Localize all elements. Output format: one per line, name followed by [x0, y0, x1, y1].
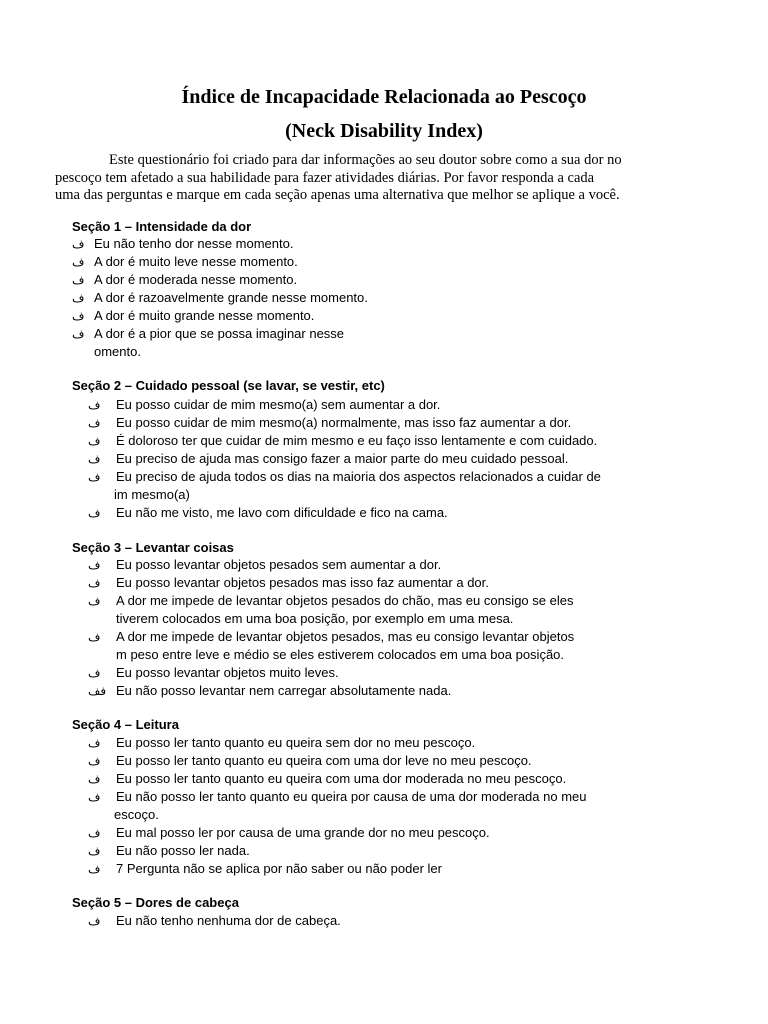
option-text: Eu não posso levantar nem carregar absolutamente nada.: [116, 683, 452, 698]
option-text: Eu não tenho dor nesse momento.: [94, 236, 294, 251]
option-text: Eu posso levantar objetos muito leves.: [116, 665, 339, 680]
option-text-continued: omento.: [94, 344, 141, 359]
option-checkbox-icon[interactable]: ف: [88, 576, 101, 590]
option-checkbox-icon[interactable]: ف: [88, 790, 101, 804]
option-text: A dor é muito grande nesse momento.: [94, 308, 315, 323]
section-title: Seção 4 – Leitura: [72, 717, 179, 732]
option-text: A dor me impede de levantar objetos pesados do chão, mas eu consigo se eles: [116, 593, 574, 608]
option-checkbox-icon[interactable]: ف: [88, 558, 101, 572]
section-title: Seção 5 – Dores de cabeça: [72, 895, 239, 910]
option-text: A dor me impede de levantar objetos pesados, mas eu consigo levantar objetos: [116, 629, 575, 644]
option-checkbox-icon[interactable]: ف: [72, 237, 85, 251]
section-title: Seção 3 – Levantar coisas: [72, 540, 234, 555]
option-checkbox-icon[interactable]: ف: [72, 255, 85, 269]
option-text: A dor é moderada nesse momento.: [94, 272, 298, 287]
option-text: É doloroso ter que cuidar de mim mesmo e eu faço isso lentamente e com cuidado.: [116, 433, 598, 448]
option-text: A dor é a pior que se possa imaginar nesse: [94, 326, 345, 341]
intro-paragraph: [55, 152, 715, 205]
option-text: Eu posso ler tanto quanto eu queira com uma dor leve no meu pescoço.: [116, 753, 532, 768]
option-checkbox-icon[interactable]: ف: [88, 630, 101, 644]
section-title: Seção 2 – Cuidado pessoal (se lavar, se vestir, etc): [72, 378, 385, 393]
option-text: Eu preciso de ajuda mas consigo fazer a maior parte do meu cuidado pessoal.: [116, 451, 569, 466]
option-text: Eu preciso de ajuda todos os dias na maioria dos aspectos relacionados a cuidar de: [116, 469, 601, 484]
option-text: 7 Pergunta não se aplica por não saber ou não poder ler: [116, 861, 442, 876]
option-checkbox-icon[interactable]: ف: [72, 291, 85, 305]
document-title: Índice de Incapacidade Relacionada ao Pescoço: [181, 86, 587, 108]
option-text: Eu posso ler tanto quanto eu queira sem dor no meu pescoço.: [116, 735, 476, 750]
option-text: Eu posso levantar objetos pesados mas isso faz aumentar a dor.: [116, 575, 489, 590]
option-text: Eu não tenho nenhuma dor de cabeça.: [116, 913, 341, 928]
option-checkbox-icon[interactable]: فف: [88, 684, 107, 698]
option-text-continued: tiverem colocados em uma boa posição, por exemplo em uma mesa.: [116, 611, 514, 626]
intro-line: uma das perguntas e marque em cada seção apenas uma alternativa que melhor se aplique a você.: [55, 187, 620, 203]
option-text-continued: m peso entre leve e médio se eles estiverem colocados em uma boa posição.: [116, 647, 565, 662]
option-checkbox-icon[interactable]: ف: [88, 826, 101, 840]
option-text: A dor é razoavelmente grande nesse momento.: [94, 290, 368, 305]
option-checkbox-icon[interactable]: ف: [88, 416, 101, 430]
option-checkbox-icon[interactable]: ف: [88, 844, 101, 858]
option-text: Eu mal posso ler por causa de uma grande dor no meu pescoço.: [116, 825, 490, 840]
option-checkbox-icon[interactable]: ف: [88, 666, 101, 680]
option-text: Eu posso cuidar de mim mesmo(a) sem aumentar a dor.: [116, 397, 441, 412]
document-subtitle: (Neck Disability Index): [285, 120, 483, 142]
option-checkbox-icon[interactable]: ف: [88, 506, 101, 520]
section-title: Seção 1 – Intensidade da dor: [72, 219, 252, 234]
option-checkbox-icon[interactable]: ف: [88, 398, 101, 412]
option-checkbox-icon[interactable]: ف: [88, 452, 101, 466]
option-checkbox-icon[interactable]: ف: [72, 327, 85, 341]
option-text-continued: escoço.: [114, 807, 159, 822]
option-text-continued: im mesmo(a): [114, 487, 190, 502]
option-checkbox-icon[interactable]: ف: [72, 309, 85, 323]
option-checkbox-icon[interactable]: ف: [88, 754, 101, 768]
option-text: Eu não posso ler nada.: [116, 843, 250, 858]
option-checkbox-icon[interactable]: ف: [88, 914, 101, 928]
option-text: Eu não posso ler tanto quanto eu queira por causa de uma dor moderada no meu: [116, 789, 587, 804]
option-text: Eu posso ler tanto quanto eu queira com uma dor moderada no meu pescoço.: [116, 771, 567, 786]
option-checkbox-icon[interactable]: ف: [88, 862, 101, 876]
option-checkbox-icon[interactable]: ف: [88, 470, 101, 484]
intro-line: Este questionário foi criado para dar informações ao seu doutor sobre como a sua dor no: [109, 152, 622, 168]
option-text: Eu posso cuidar de mim mesmo(a) normalmente, mas isso faz aumentar a dor.: [116, 415, 572, 430]
option-text: A dor é muito leve nesse momento.: [94, 254, 298, 269]
option-checkbox-icon[interactable]: ف: [88, 434, 101, 448]
option-text: Eu não me visto, me lavo com dificuldade e fico na cama.: [116, 505, 448, 520]
option-checkbox-icon[interactable]: ف: [88, 736, 101, 750]
option-checkbox-icon[interactable]: ف: [88, 594, 101, 608]
option-checkbox-icon[interactable]: ف: [72, 273, 85, 287]
option-text: Eu posso levantar objetos pesados sem aumentar a dor.: [116, 557, 442, 572]
intro-line: pescoço tem afetado a sua habilidade para fazer atividades diárias. Por favor responda a cada: [55, 169, 595, 186]
option-checkbox-icon[interactable]: ف: [88, 772, 101, 786]
